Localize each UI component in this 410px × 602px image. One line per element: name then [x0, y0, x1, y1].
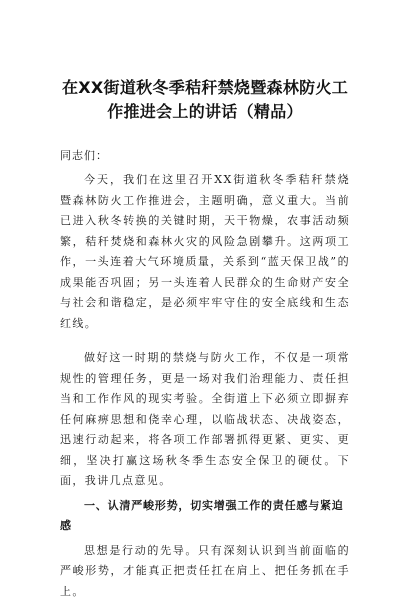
title-line-2: 作推进会上的讲话（精品） [60, 100, 350, 124]
paragraph-1: 今天，我们在这里召开XX街道秋冬季秸秆禁烧暨森林防火工作推进会，主题明确，意义重大。当前已进入秋冬转换的关键时期，天干物燥，农事活动频繁，秸秆焚烧和森林火灾的风险急剧攀升。这两项工作，一头连着大气环境质量，关系到“蓝天保卫战”的成果能否巩固；另一头连着人民群众的生命财产安全与社会和谐稳定，是必须牢牢守住的安全底线和生态红线。 [60, 170, 350, 334]
title-line-1: 在XX街道秋冬季秸秆禁烧暨森林防火工 [60, 76, 350, 100]
salutation: 同志们： [60, 146, 350, 166]
paragraph-2: 做好这一时期的禁烧与防火工作，不仅是一项常规性的管理任务，更是一场对我们治理能力、责任担当和工作作风的现实考验。全街道上下必须立即摒弃任何麻痹思想和侥幸心理，以临战状态、决战姿态，迅速行动起来，将各项工作部署抓得更紧、更实、更细，坚决打赢这场秋冬季生态安全保卫的硬仗。下面，我讲几点意见。 [60, 348, 350, 492]
paragraph-3: 思想是行动的先导。只有深刻认识到当前面临的严峻形势，才能真正把责任扛在肩上、把任务抓在手上。 [60, 541, 350, 602]
section-heading-1: 一、认清严峻形势，切实增强工作的责任感与紧迫感 [60, 496, 350, 537]
document-title [60, 76, 350, 124]
